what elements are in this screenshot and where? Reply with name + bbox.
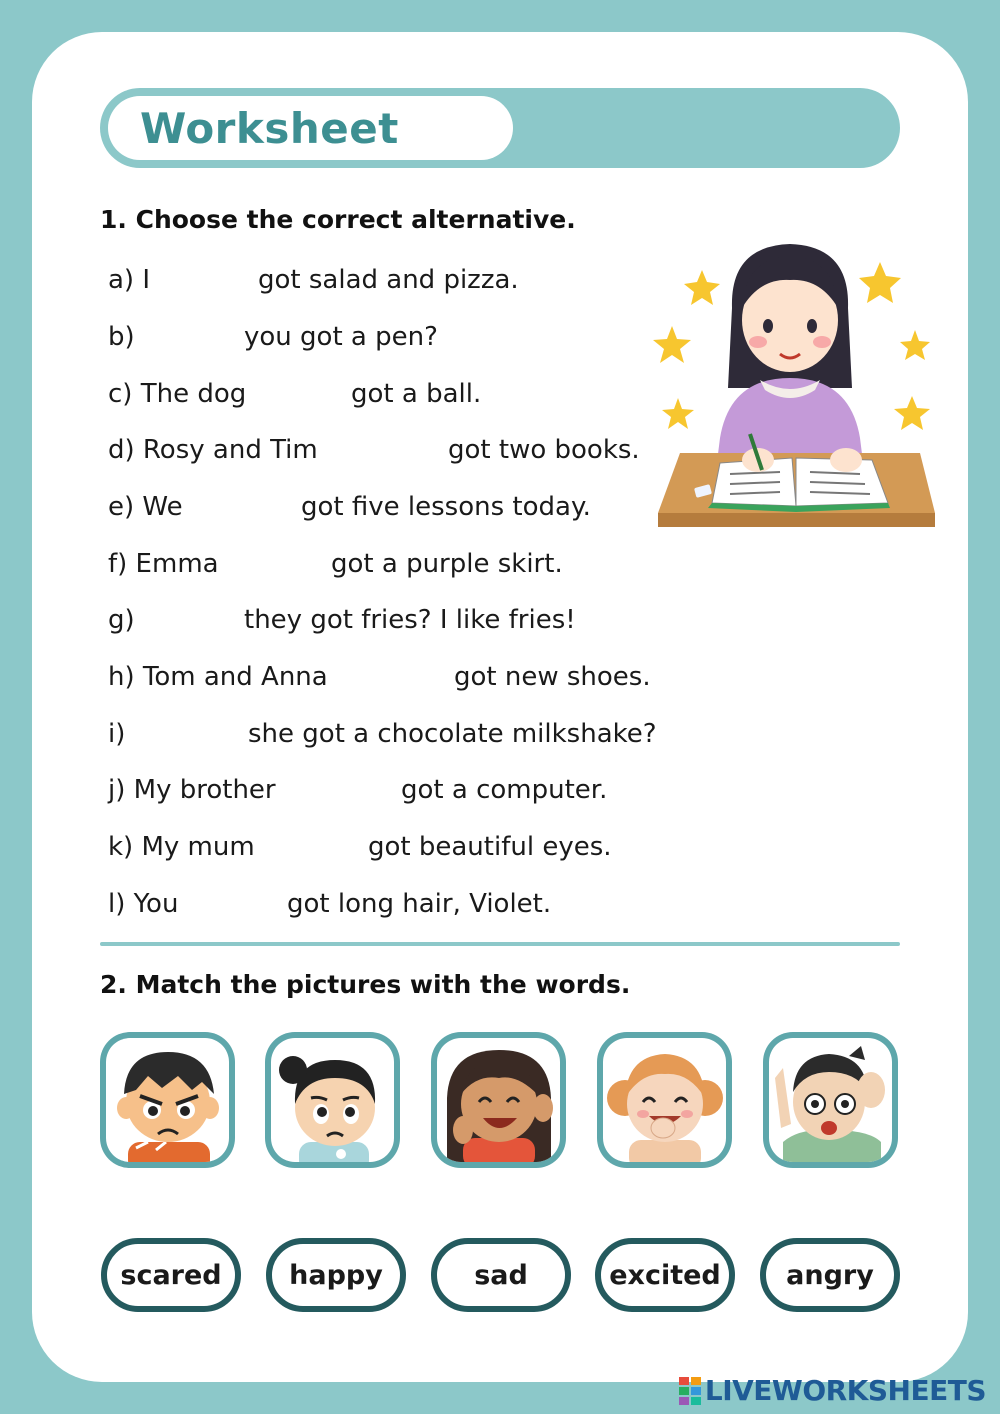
question-label: i) xyxy=(108,719,126,749)
question-label: l) You xyxy=(108,889,179,919)
question-text: got new shoes. xyxy=(454,662,651,692)
question-text: got a computer. xyxy=(401,775,608,805)
picture-box-1[interactable] xyxy=(100,1032,235,1168)
question-label: c) The dog xyxy=(108,379,247,409)
excited-face-icon xyxy=(603,1038,726,1162)
picture-box-3[interactable] xyxy=(431,1032,566,1168)
page-title: Worksheet xyxy=(140,103,399,153)
happy-face-icon xyxy=(437,1038,560,1162)
question-text: got salad and pizza. xyxy=(258,265,519,295)
question-label: g) xyxy=(108,605,135,635)
liveworksheets-logo xyxy=(679,1374,986,1407)
question-label: a) I xyxy=(108,265,151,295)
word-scared[interactable]: scared xyxy=(101,1238,241,1312)
question-label: k) My mum xyxy=(108,832,255,862)
word-happy[interactable]: happy xyxy=(266,1238,406,1312)
question-label: f) Emma xyxy=(108,549,219,579)
picture-box-4[interactable] xyxy=(597,1032,732,1168)
scared-face-icon xyxy=(769,1038,892,1162)
question-text: got five lessons today. xyxy=(301,492,591,522)
liveworksheets-logo-icon xyxy=(679,1377,701,1405)
worksheet-page xyxy=(32,32,968,1382)
question-label: h) Tom and Anna xyxy=(108,662,328,692)
section-1-heading: 1. Choose the correct alternative. xyxy=(100,205,576,234)
question-label: d) Rosy and Tim xyxy=(108,435,318,465)
question-label: j) My brother xyxy=(108,775,276,805)
question-text: got beautiful eyes. xyxy=(368,832,612,862)
question-label: b) xyxy=(108,322,135,352)
word-angry[interactable]: angry xyxy=(760,1238,900,1312)
question-text: got a ball. xyxy=(351,379,482,409)
question-text: got long hair, Violet. xyxy=(287,889,552,919)
word-excited[interactable]: excited xyxy=(595,1238,735,1312)
title-pill xyxy=(108,96,513,160)
question-text: got two books. xyxy=(448,435,640,465)
question-text: they got fries? I like fries! xyxy=(244,605,576,635)
picture-box-5[interactable] xyxy=(763,1032,898,1168)
angry-face-icon xyxy=(106,1038,229,1162)
logo-text: LIVEWORKSHEETS xyxy=(704,1374,986,1407)
girl-studying-illustration xyxy=(650,238,945,533)
question-label: e) We xyxy=(108,492,183,522)
sad-face-icon xyxy=(271,1038,394,1162)
question-text: she got a chocolate milkshake? xyxy=(248,719,657,749)
picture-box-2[interactable] xyxy=(265,1032,400,1168)
question-text: you got a pen? xyxy=(244,322,438,352)
word-sad[interactable]: sad xyxy=(431,1238,571,1312)
section-2-heading: 2. Match the pictures with the words. xyxy=(100,970,631,999)
title-bar xyxy=(100,88,900,168)
question-text: got a purple skirt. xyxy=(331,549,563,579)
section-divider xyxy=(100,942,900,946)
